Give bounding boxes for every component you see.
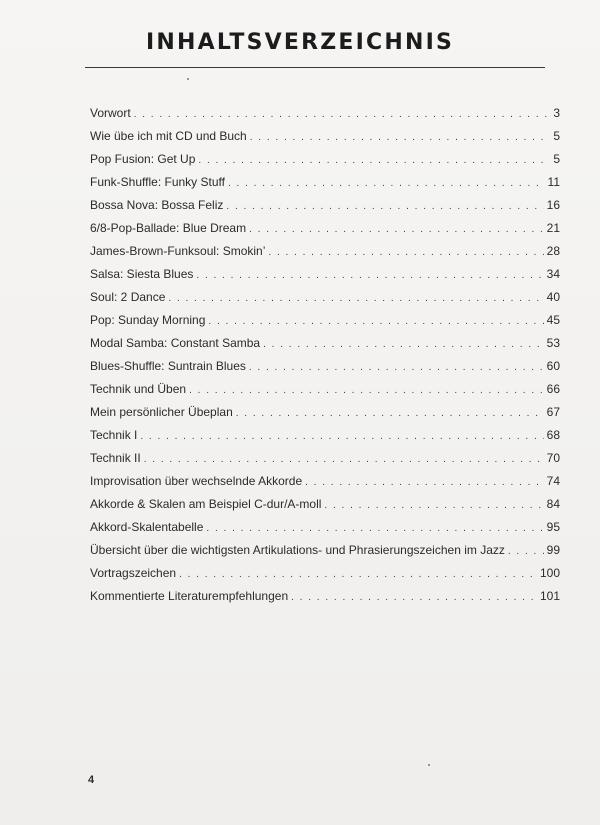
dot-leader (228, 175, 545, 193)
title-divider (85, 67, 545, 68)
toc-entry (90, 472, 560, 495)
dot-leader (324, 497, 543, 515)
dot-leader (236, 405, 544, 423)
toc-entry-title: Pop: Sunday Morning (90, 313, 206, 327)
toc-entry (90, 587, 560, 610)
toc-entry (90, 334, 560, 357)
toc-entry-page: 53 (546, 336, 560, 350)
toc-entry (90, 449, 560, 472)
toc-entry-page: 101 (539, 589, 560, 603)
dot-leader (198, 152, 547, 170)
dot-leader (189, 382, 544, 400)
page-number: 4 (88, 774, 95, 786)
toc-entry (90, 357, 560, 380)
dot-leader (179, 566, 537, 584)
toc-entry (90, 219, 560, 242)
toc-entry (90, 196, 560, 219)
toc-entry-title: Funk-Shuffle: Funky Stuff (90, 175, 225, 189)
toc-entry-title: Vorwort (90, 106, 131, 120)
toc-entry (90, 541, 560, 564)
toc-entry-title: Salsa: Siesta Blues (90, 267, 194, 281)
toc-entry-page: 5 (553, 152, 560, 166)
speck-mark (187, 78, 189, 80)
dot-leader (206, 520, 543, 538)
toc-entry-title: Soul: 2 Dance (90, 290, 166, 304)
page-title: INHALTSVERZEICHNIS (145, 30, 455, 55)
toc-entry-title: Improvisation über wechselnde Akkorde (90, 474, 303, 488)
toc-entry (90, 311, 560, 334)
toc-entry (90, 564, 560, 587)
toc-entry (90, 173, 560, 196)
dot-leader (268, 244, 543, 262)
speck-mark (428, 764, 430, 766)
toc-entry-page: 40 (546, 290, 560, 304)
toc-entry-page: 84 (546, 497, 560, 511)
dot-leader (226, 198, 543, 216)
toc-entry (90, 518, 560, 541)
toc-entry-page: 3 (553, 106, 560, 120)
dot-leader (208, 313, 543, 331)
toc-entry (90, 104, 560, 127)
dot-leader (249, 221, 544, 239)
toc-entry (90, 150, 560, 173)
dot-leader (249, 359, 544, 377)
toc-entry-page: 99 (546, 543, 560, 557)
toc-entry-page: 60 (546, 359, 560, 373)
dot-leader (291, 589, 537, 607)
toc-entry (90, 403, 560, 426)
toc-entry-title: Technik I (90, 428, 138, 442)
toc-entry (90, 426, 560, 449)
table-of-contents (90, 104, 560, 610)
toc-entry (90, 288, 560, 311)
toc-entry-page: 74 (546, 474, 560, 488)
dot-leader (140, 428, 543, 446)
toc-entry-title: Mein persönlicher Übeplan (90, 405, 233, 419)
toc-entry-title: Übersicht über die wichtigsten Artikulations- und Phrasierungszeichen im Jazz (90, 543, 505, 557)
dot-leader (134, 106, 547, 124)
toc-entry-page: 67 (546, 405, 560, 419)
dot-leader (250, 129, 547, 147)
toc-entry-title: 6/8-Pop-Ballade: Blue Dream (90, 221, 247, 235)
toc-entry-title: Pop Fusion: Get Up (90, 152, 196, 166)
toc-entry-page: 34 (546, 267, 560, 281)
toc-entry-page: 5 (553, 129, 560, 143)
toc-entry-page: 70 (546, 451, 560, 465)
toc-entry-page: 16 (546, 198, 560, 212)
toc-entry-page: 95 (546, 520, 560, 534)
toc-entry-page: 28 (546, 244, 560, 258)
toc-entry (90, 265, 560, 288)
toc-entry-title: James-Brown-Funksoul: Smokin’ (90, 244, 266, 258)
toc-entry-page: 66 (546, 382, 560, 396)
dot-leader (144, 451, 544, 469)
toc-entry-page: 68 (546, 428, 560, 442)
toc-entry-page: 11 (547, 175, 560, 189)
toc-entry-title: Kommentierte Literaturempfehlungen (90, 589, 289, 603)
toc-entry-page: 21 (546, 221, 560, 235)
dot-leader (168, 290, 543, 308)
toc-entry-title: Modal Samba: Constant Samba (90, 336, 261, 350)
toc-entry-title: Akkord-Skalentabelle (90, 520, 204, 534)
toc-entry-title: Blues-Shuffle: Suntrain Blues (90, 359, 246, 373)
toc-entry-page: 45 (546, 313, 560, 327)
toc-entry-page: 100 (539, 566, 560, 580)
dot-leader (508, 543, 544, 561)
toc-entry (90, 127, 560, 150)
toc-entry-title: Technik II (90, 451, 141, 465)
toc-entry (90, 495, 560, 518)
toc-entry (90, 380, 560, 403)
toc-entry-title: Bossa Nova: Bossa Feliz (90, 198, 224, 212)
toc-entry-title: Wie übe ich mit CD und Buch (90, 129, 247, 143)
dot-leader (305, 474, 544, 492)
toc-entry-title: Vortragszeichen (90, 566, 177, 580)
toc-entry (90, 242, 560, 265)
toc-entry-title: Akkorde & Skalen am Beispiel C-dur/A-moll (90, 497, 322, 511)
toc-entry-title: Technik und Üben (90, 382, 187, 396)
dot-leader (263, 336, 544, 354)
dot-leader (196, 267, 543, 285)
